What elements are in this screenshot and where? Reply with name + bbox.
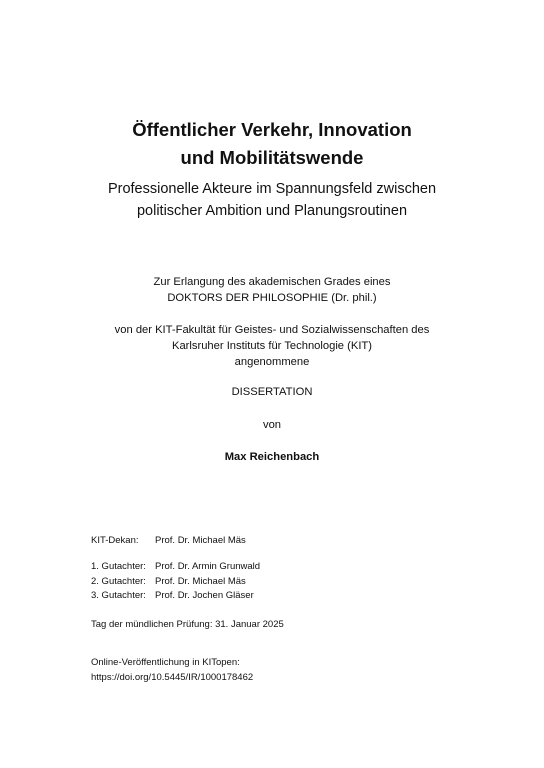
reviewer-row — [91, 560, 260, 575]
online-publication-label: Online-Veröffentlichung in KITopen: — [91, 657, 240, 668]
by-label: von — [262, 419, 282, 431]
online-publication — [91, 656, 253, 685]
author-name: Max Reichenbach — [224, 451, 320, 463]
faculty-statement — [0, 322, 544, 370]
reviewer-name: Prof. Dr. Armin Grunwald — [155, 561, 261, 572]
doi-link[interactable]: https://doi.org/10.5445/IR/1000178462 — [91, 671, 254, 683]
dekan-row — [91, 534, 246, 549]
faculty-line-2: Karlsruher Instituts für Technologie (KIT) — [171, 340, 372, 352]
reviewer-row — [91, 575, 260, 590]
exam-date: Tag der mündlichen Prüfung: 31. Januar 2025 — [91, 619, 284, 630]
reviewer-label: 2. Gutachter: — [91, 575, 146, 587]
title-line-1: Öffentlicher Verkehr, Innovation — [132, 119, 412, 140]
dekan-name: Prof. Dr. Michael Mäs — [155, 535, 246, 546]
degree-line-1: Zur Erlangung des akademischen Grades eines — [153, 276, 391, 288]
document-type: DISSERTATION — [231, 386, 313, 398]
degree-statement — [0, 274, 544, 306]
subtitle-line-1: Professionelle Akteure im Spannungsfeld zwischen — [107, 181, 437, 197]
reviewer-label: 3. Gutachter: — [91, 590, 146, 601]
subtitle-line-2: politischer Ambition und Planungsroutinen — [136, 203, 408, 219]
dissertation-title — [0, 116, 544, 172]
dissertation-subtitle — [0, 178, 544, 222]
faculty-line-3: angenommene — [234, 356, 310, 368]
reviewer-label: 1. Gutachter: — [91, 561, 146, 572]
reviewers-list — [91, 560, 260, 604]
faculty-line-1: von der KIT-Fakultät für Geistes- und Sozialwissenschaften des — [114, 324, 430, 336]
title-line-2: und Mobilitätswende — [180, 147, 364, 168]
reviewer-row — [91, 589, 260, 604]
reviewer-name: Prof. Dr. Michael Mäs — [155, 575, 246, 587]
degree-line-2: DOKTORS DER PHILOSOPHIE (Dr. phil.) — [167, 292, 377, 304]
reviewer-name: Prof. Dr. Jochen Gläser — [155, 590, 254, 601]
dekan-label: KIT-Dekan: — [91, 535, 139, 546]
